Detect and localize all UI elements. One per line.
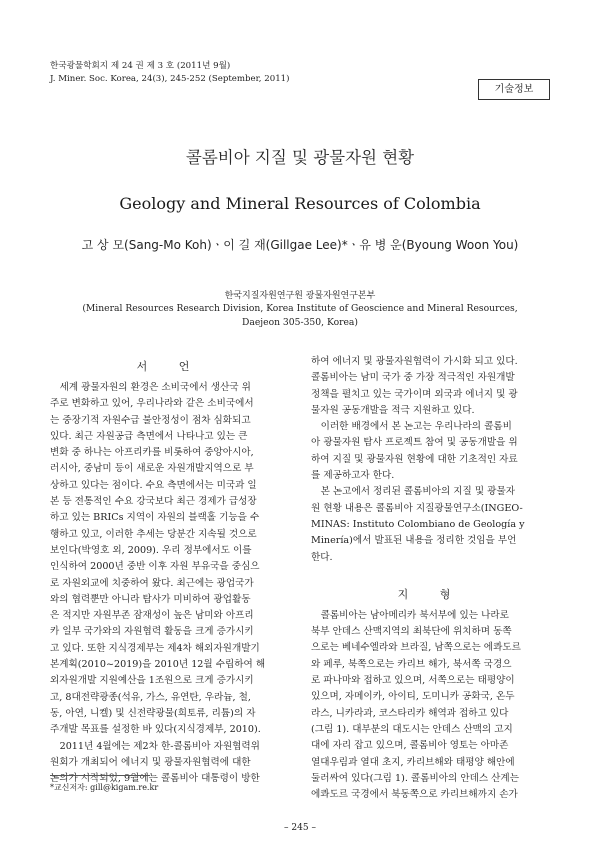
text-line: 열대우림과 열대 초지, 카리브해와 태평양 해안에 bbox=[311, 756, 515, 768]
text-line: 행하고 있고, 이러한 추세는 당분간 지속될 것으로 bbox=[50, 528, 257, 540]
affiliation-korean: 한국지질자원연구원 광물자원연구본부 bbox=[224, 291, 376, 301]
footnote-rule bbox=[50, 775, 150, 776]
text-line: 콜롬비아는 남아메리카 북서부에 있는 나라로 bbox=[320, 609, 509, 621]
text-line: (그림 1). 대부분의 대도시는 안데스 산맥의 고지 bbox=[311, 723, 513, 735]
text-line: 와 페루, 북쪽으로는 카리브 해가, 북서쪽 국경으 bbox=[311, 658, 512, 670]
text-line: 정책을 펼치고 있는 국가이며 외국과 에너지 및 광 bbox=[311, 388, 518, 400]
text-line: 콜롬비아는 남미 국가 중 가장 적극적인 자원개발 bbox=[311, 372, 515, 384]
text-line: 고, 8대전략광종(석유, 가스, 유연탄, 우라늄, 철, bbox=[50, 691, 251, 703]
corresponding-author-footnote: *교신저자: gill@kigam.re.kr bbox=[50, 783, 159, 792]
journal-citation bbox=[50, 60, 289, 86]
text-line: 물자원 공동개발을 적극 지원하고 있다. bbox=[311, 404, 475, 416]
text-line: 하고 있는 BRICs 지역이 자원의 블랙홀 기능을 수 bbox=[50, 512, 260, 524]
affiliation-english-line: Daejeon 305-350, Korea) bbox=[242, 317, 358, 328]
text-line: 동, 아연, 니켈) 및 신전략광물(희토류, 리튬)의 자 bbox=[50, 707, 256, 719]
text-line: 으로는 베네수엘라와 브라질, 남쪽으로는 에콰도르 bbox=[311, 642, 521, 654]
text-line: 본 논고에서 정리된 콜롬비아의 지질 및 광물자 bbox=[320, 486, 515, 498]
text-line: 주로 변화하고 있어, 우리나라와 같은 소비국에서 bbox=[50, 398, 254, 410]
text-line: 본계획(2010~2019)을 2010년 12월 수립하여 해 bbox=[50, 659, 266, 671]
text-line: 라스, 니카라과, 코스타리카 해역과 접하고 있다 bbox=[311, 707, 509, 719]
text-line: 인식하여 2000년 중반 이후 자원 부유국을 중심으 bbox=[50, 561, 260, 573]
text-line: 한다. bbox=[311, 551, 333, 563]
right-column bbox=[311, 354, 551, 803]
section-heading-topography: 지 형 bbox=[397, 587, 465, 601]
text-line: 아 광물자원 탐사 프로젝트 참여 및 공동개발을 위 bbox=[311, 437, 518, 449]
left-column bbox=[50, 354, 290, 787]
text-line: Minería)에서 발표된 내용을 정리한 것임을 부언 bbox=[311, 535, 517, 547]
text-line: 하여 지질 및 광물자원 현황에 대한 기초적인 자료 bbox=[311, 453, 518, 465]
paragraph bbox=[311, 419, 551, 484]
text-line: 로 파나마와 접하고 있으며, 서쪽으로는 태평양이 bbox=[311, 675, 515, 687]
text-line: 있으며, 자메이카, 아이티, 도미니카 공화국, 온두 bbox=[311, 691, 515, 703]
title-english: Geology and Mineral Resources of Colombia bbox=[119, 194, 481, 213]
section-heading-introduction: 서 언 bbox=[136, 360, 204, 373]
journal-line-korean: 한국광물학회지 제 24 권 제 3 호 (2011년 9월) bbox=[50, 61, 231, 71]
author-list: 고 상 모(Sang-Mo Koh)ㆍ이 길 재(Gillgae Lee)*ㆍ유 병 운(Byoung Woon You) bbox=[81, 238, 519, 252]
text-line: 둘러싸여 있다(그림 1). 콜롬비아의 안데스 산계는 bbox=[311, 772, 519, 784]
text-line: 외자원개발 지원예산을 1조원으로 크게 증가시키 bbox=[50, 675, 254, 687]
text-line: 세계 광물자원의 환경은 소비국에서 생산국 위 bbox=[59, 382, 251, 393]
text-line: 카 일부 국가와의 자원협력 활동을 크게 증가시키 bbox=[50, 626, 254, 638]
text-line: 러시아, 중남미 등이 새로운 자원개발지역으로 부 bbox=[50, 463, 254, 475]
text-line: 에콰도르 국경에서 북동쪽으로 카리브해까지 손가 bbox=[311, 789, 518, 801]
text-line: 를 제공하고자 한다. bbox=[311, 470, 395, 482]
text-line: 고 있다. 또한 지식경제부는 제4차 해외자원개발기 bbox=[50, 642, 260, 654]
paragraph bbox=[311, 484, 551, 565]
text-line: 2011년 4월에는 제2차 한-콜롬비아 자원협력위 bbox=[59, 740, 260, 752]
introduction-paragraph bbox=[50, 380, 290, 787]
topography-paragraph bbox=[311, 608, 551, 804]
text-line: 대에 자리 잡고 있으며, 콜롬비아 영토는 아마존 bbox=[311, 740, 509, 752]
title-korean: 콜롬비아 지질 및 광물자원 현황 bbox=[185, 148, 415, 167]
text-line: 북부 안데스 산맥지역의 최북단에 위치하며 동쪽 bbox=[311, 626, 512, 638]
text-line: 상하고 있다는 점이다. 수요 측면에서는 미국과 일 bbox=[50, 479, 257, 491]
text-line: 원회가 개최되어 에너지 및 광물자원협력에 대한 bbox=[50, 756, 251, 768]
paragraph bbox=[311, 354, 551, 419]
text-line: 논의가 시작되었, 9월에는 콜롬비아 대통령이 방한 bbox=[50, 773, 260, 785]
affiliation-english bbox=[0, 302, 600, 330]
text-line: 로 자원외교에 치중하여 왔다. 최근에는 광업국가 bbox=[50, 577, 254, 589]
affiliation-english-line: (Mineral Resources Research Division, Korea Institute of Geoscience and Mineral Resources, bbox=[82, 303, 518, 314]
text-line: 와의 협력뿐만 아니라 탐사가 미비하여 광업활동 bbox=[50, 593, 251, 605]
text-line: 은 적지만 자원부존 잠재성이 높은 남미와 아프리 bbox=[50, 610, 254, 622]
page-number: – 245 – bbox=[284, 823, 316, 833]
text-line: 는 중장기적 자원수급 불안정성이 점차 심화되고 bbox=[50, 414, 251, 426]
text-line: 본 등 전통적인 수요 강국보다 최근 경제가 급성장 bbox=[50, 496, 257, 508]
text-line: 있다. 최근 자원공급 측면에서 나타나고 있는 큰 bbox=[50, 430, 248, 442]
text-line: 보인다(박영호 외, 2009). 우리 정부에서도 이를 bbox=[50, 544, 252, 556]
text-line: 원 현황 내용은 콜롬비아 지질광물연구소(INGEO- bbox=[311, 502, 523, 514]
text-line: 하여 에너지 및 광물자원협력이 가시화 되고 있다. bbox=[311, 356, 518, 367]
journal-line-english: J. Miner. Soc. Korea, 24(3), 245-252 (September, 2011) bbox=[50, 74, 290, 84]
text-line: MINAS: Instituto Colombiano de Geología y bbox=[311, 518, 525, 530]
article-type-badge: 기술정보 bbox=[478, 79, 550, 100]
text-line: 변화 중 하나는 아프리카를 비롯하여 중앙아시아, bbox=[50, 447, 254, 459]
text-line: 주개발 목표를 설정한 바 있다(지식경제부, 2010). bbox=[50, 724, 261, 736]
text-line: 이러한 배경에서 본 논고는 우리나라의 콜롬비 bbox=[320, 421, 512, 433]
